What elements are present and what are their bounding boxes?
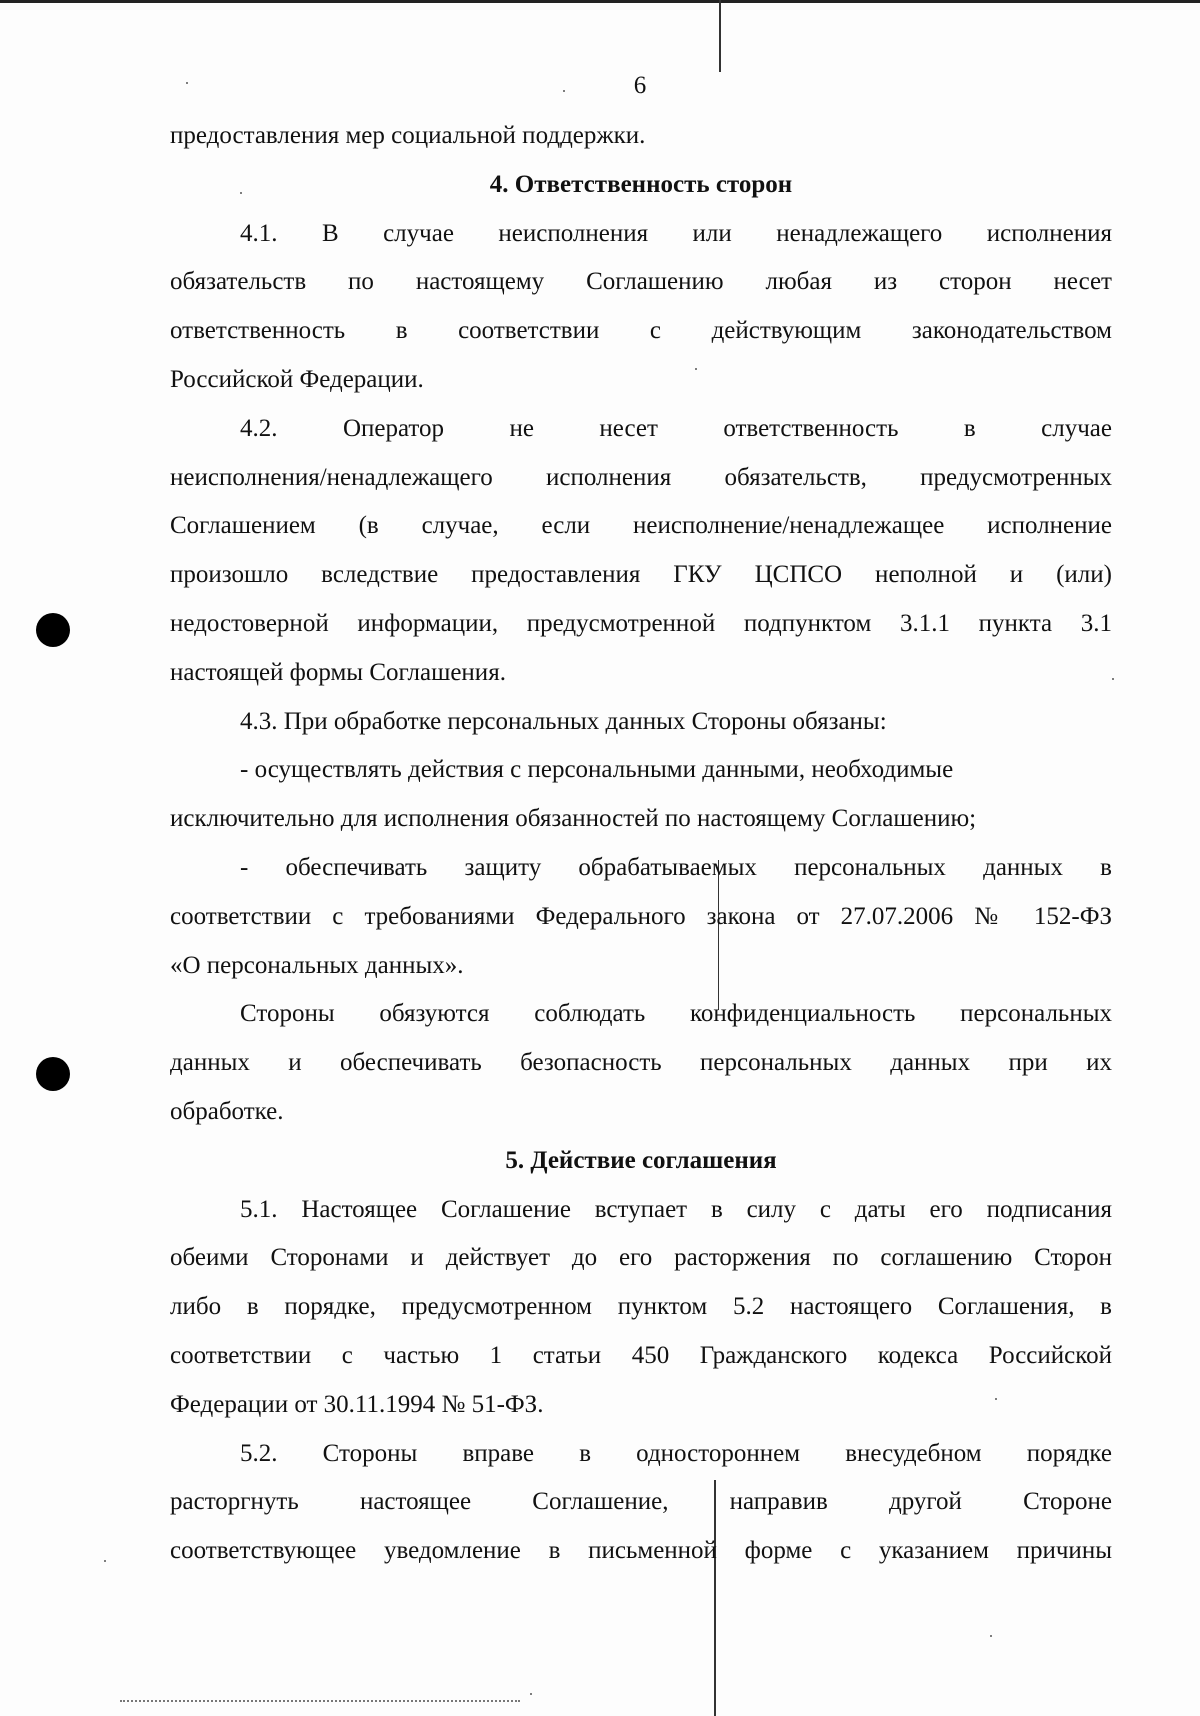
scan-speck [186,82,188,84]
text-line: неисполнения/ненадлежащего исполнения обязательств, предусмотренных [170,463,1112,491]
section-heading: 4. Ответственность сторон [489,170,793,198]
scan-speck [530,1693,532,1695]
text-line: Российской Федерации. [170,365,424,393]
punch-hole-lower [36,1057,70,1091]
text-line: «О персональных данных». [170,951,464,979]
text-line: соответствии с частью 1 статьи 450 Гражданского кодекса Российской [170,1341,1112,1369]
bottom-scan-artifact [120,1700,520,1705]
text-line: обеими Сторонами и действует до его расторжения по соглашению Сторон [170,1244,1112,1272]
text-line: соответствии с требованиями Федерального закона от 27.07.2006 № 152-ФЗ [170,902,1112,930]
text-line: Федерации от 30.11.1994 № 51-ФЗ. [170,1390,544,1418]
text-line: Соглашением (в случае, если неисполнение/ненадлежащее исполнение [170,512,1112,540]
text-line: 4.3. При обработке персональных данных Стороны обязаны: [240,707,887,735]
top-edge-rule [0,0,1200,3]
text-line: 5.1. Настоящее Соглашение вступает в силу с даты его подписания [240,1195,1112,1223]
scan-speck [990,1635,992,1637]
text-line: Стороны обязуются соблюдать конфиденциальность персональных [240,1000,1112,1028]
text-line: обработке. [170,1097,284,1125]
text-line: соответствующее уведомление в письменной форме с указанием причины [170,1537,1112,1565]
scan-speck [1112,678,1114,680]
text-line: обязательств по настоящему Соглашению любая из сторон несет [170,268,1112,296]
text-line: либо в порядке, предусмотренном пунктом 5.2 настоящего Соглашения, в [170,1293,1112,1321]
scan-speck [104,1560,106,1562]
punch-hole-upper [36,613,70,647]
text-line: - обеспечивать защиту обрабатываемых персональных данных в [240,853,1112,881]
scan-speck [563,90,565,92]
text-line: 4.2. Оператор не несет ответственность в случае [240,414,1112,442]
text-line: 4.1. В случае неисполнения или ненадлежащего исполнения [240,219,1112,247]
text-line: 5.2. Стороны вправе в одностороннем внесудебном порядке [240,1439,1112,1467]
text-line: произошло вследствие предоставления ГКУ ЦСПСО неполной и (или) [170,561,1112,589]
section-heading: 5. Действие соглашения [505,1146,777,1174]
text-line: ответственность в соответствии с действующим законодательством [170,317,1112,345]
fold-line-top [719,0,721,72]
document-body [170,112,1112,1576]
page-number: 6 [633,72,647,99]
text-line: данных и обеспечивать безопасность персональных данных при их [170,1049,1112,1077]
text-line: исключительно для исполнения обязанностей по настоящему Соглашению; [170,805,977,833]
text-line: настоящей формы Соглашения. [170,658,506,686]
text-line: предоставления мер социальной поддержки. [170,122,646,149]
text-line: расторгнуть настоящее Соглашение, направив другой Стороне [170,1488,1112,1516]
text-line: - осуществлять действия с персональными данными, необходимые [240,756,954,784]
text-line: недостоверной информации, предусмотренной подпунктом 3.1.1 пункта 3.1 [170,609,1112,637]
